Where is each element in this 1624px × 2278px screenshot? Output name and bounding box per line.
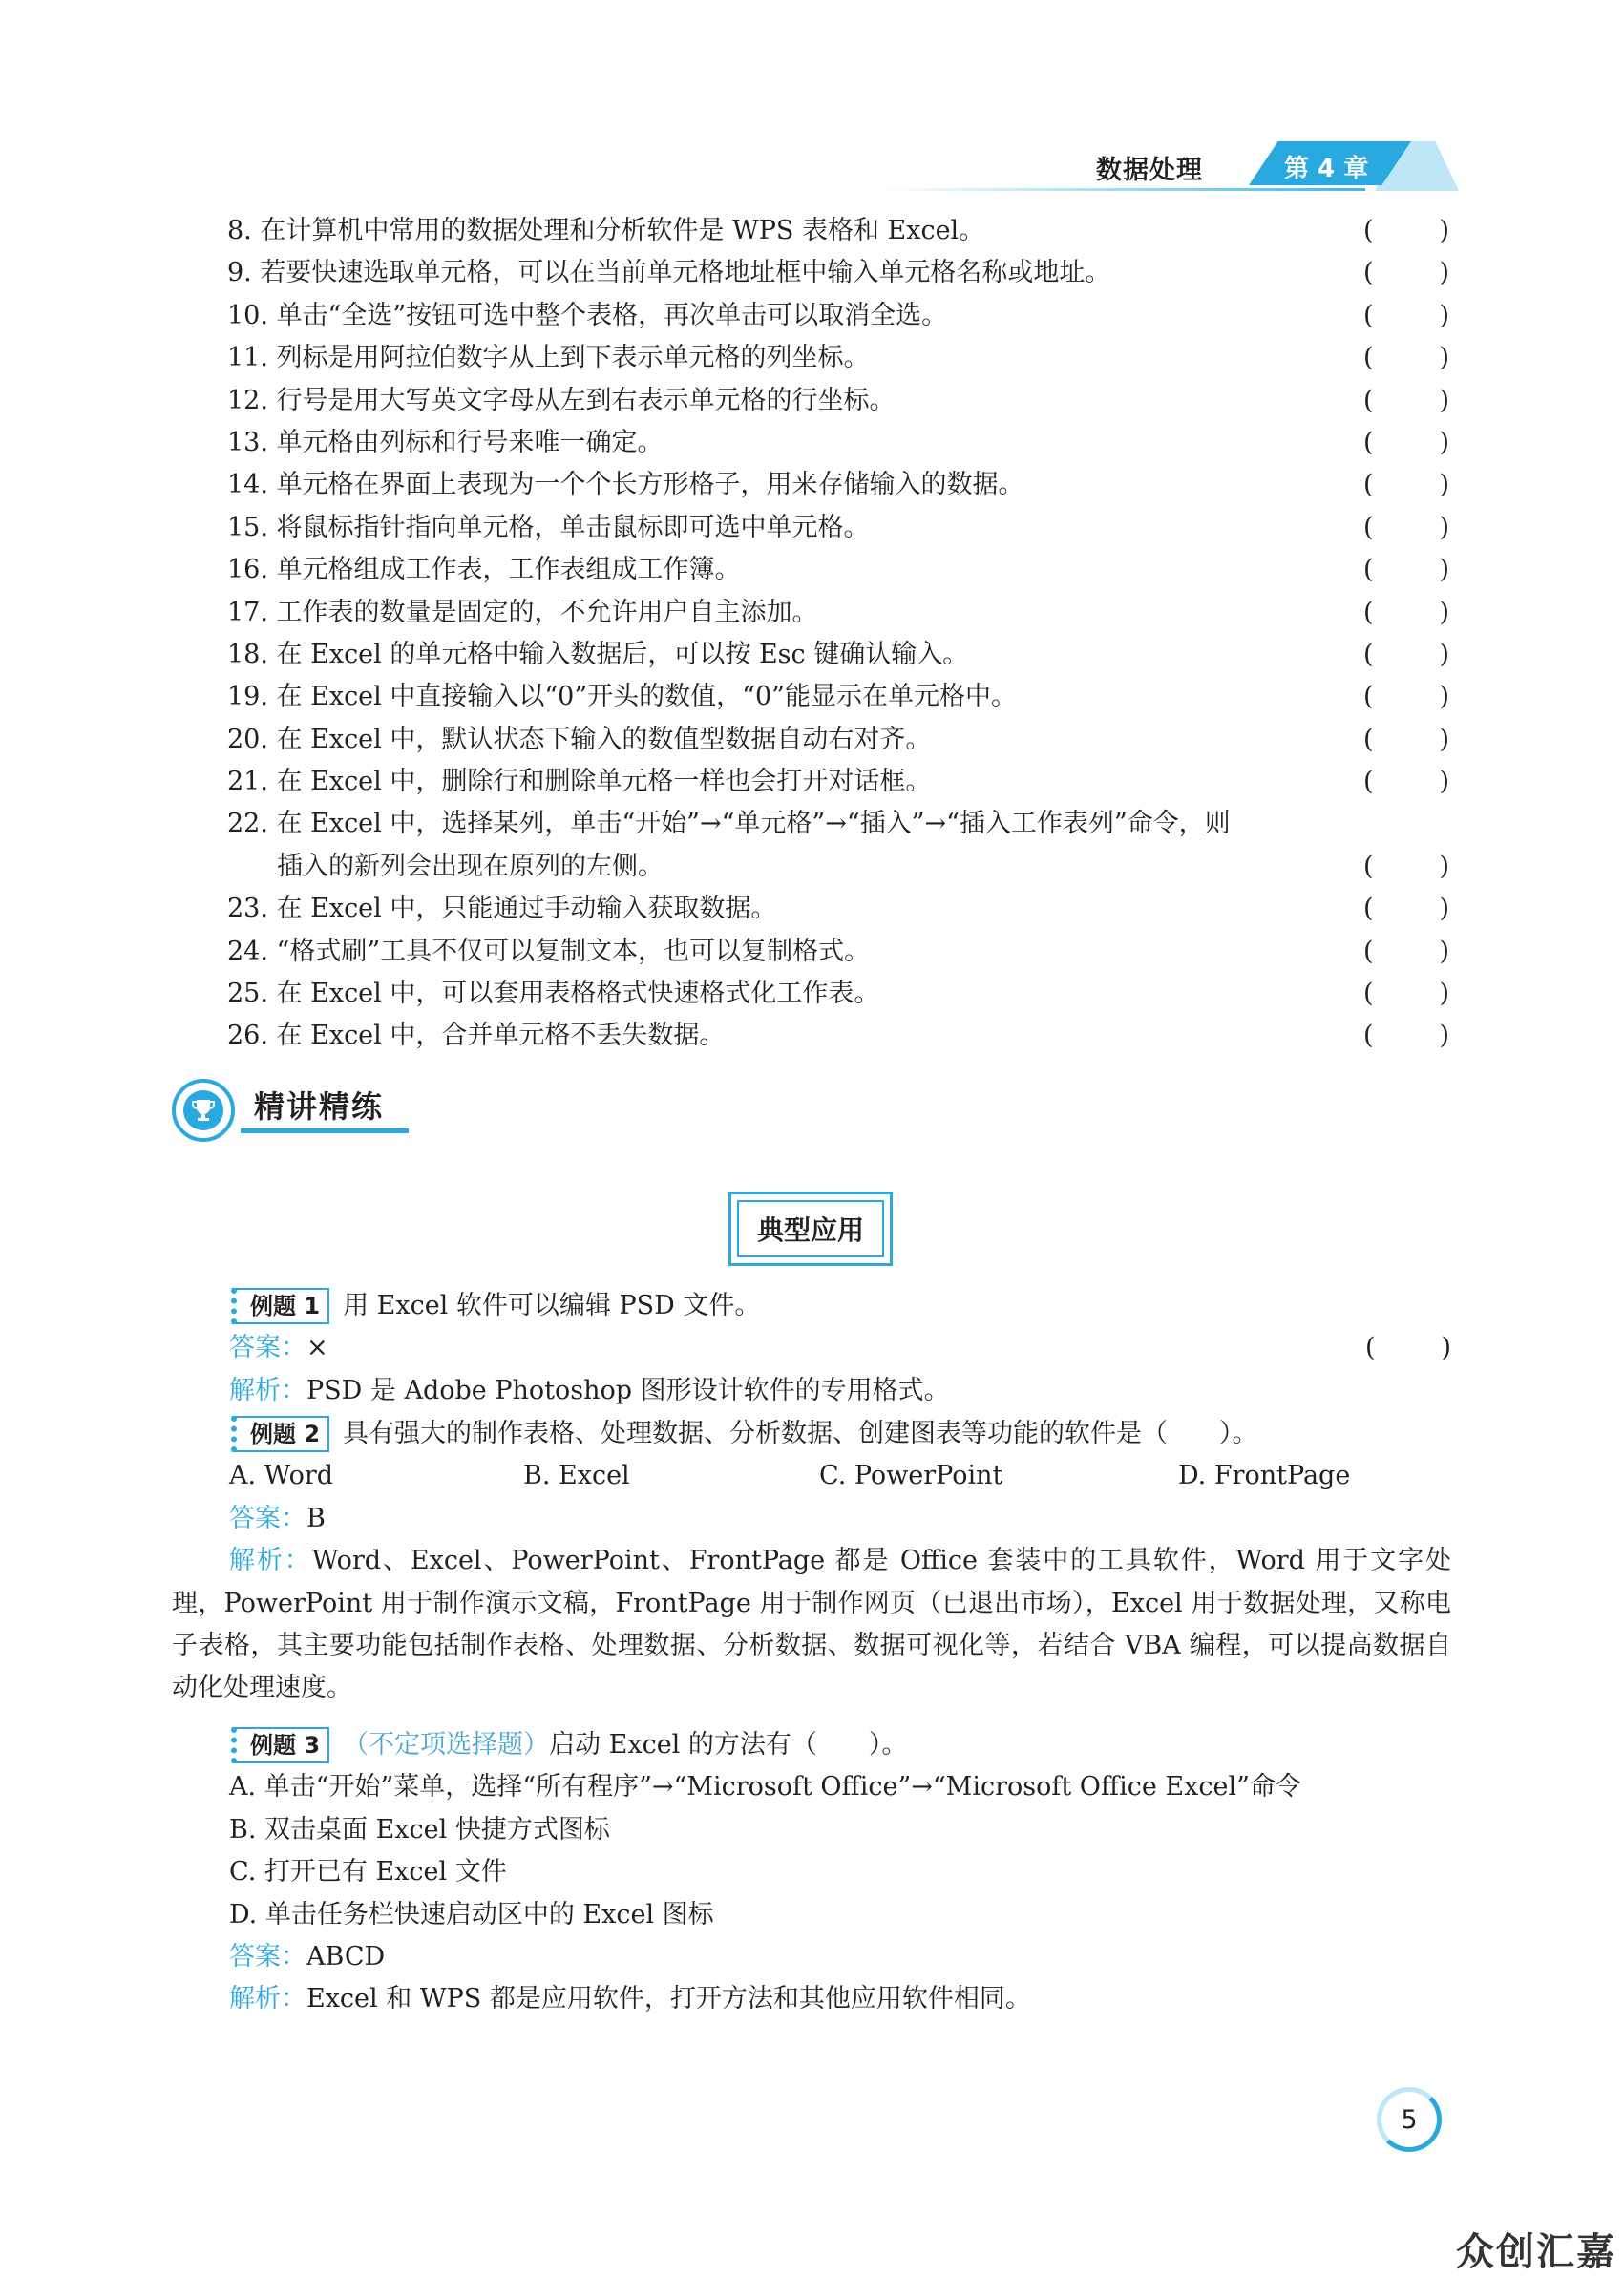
question-item xyxy=(227,549,1449,591)
trophy-icon xyxy=(189,1096,218,1125)
question-number: 25. xyxy=(227,979,268,1009)
question-list xyxy=(227,210,1449,1058)
question-item xyxy=(227,931,1449,973)
answer-blank: ( ) xyxy=(1363,979,1449,1009)
example-question: 用 Excel 软件可以编辑 PSD 文件。 xyxy=(343,1291,761,1320)
answer-blank: ( ) xyxy=(1363,767,1449,797)
subsection-title: 典型应用 xyxy=(737,1200,884,1257)
answer-blank: ( ) xyxy=(1363,597,1449,627)
question-text: 若要快速选取单元格，可以在当前单元格地址框中输入单元格名称或地址。 xyxy=(260,258,1111,288)
answer-blank: ( ) xyxy=(1363,300,1449,330)
option-c: C. PowerPoint xyxy=(819,1461,1003,1491)
trophy-badge xyxy=(172,1079,235,1142)
option-a: A. Word xyxy=(229,1461,334,1491)
example-tag: 例题 2 xyxy=(231,1416,329,1452)
question-number: 21. xyxy=(227,767,268,797)
example-tag: 例题 1 xyxy=(231,1288,329,1324)
question-text: 在计算机中常用的数据处理和分析软件是 WPS 表格和 Excel。 xyxy=(260,216,985,245)
answer-label: 答案： xyxy=(229,1333,306,1363)
question-text: 单元格由列标和行号来唯一确定。 xyxy=(276,427,664,457)
question-text: 工作表的数量是固定的，不允许用户自主添加。 xyxy=(276,597,818,627)
answer-blank: ( ) xyxy=(1363,343,1449,373)
question-text: 在 Excel 中，可以套用表格格式快速格式化工作表。 xyxy=(276,979,880,1009)
analysis-label: 解析： xyxy=(229,1984,306,2014)
analysis-text: Excel 和 WPS 都是应用软件，打开方法和其他应用软件相同。 xyxy=(306,1984,1031,2014)
question-number: 22. xyxy=(227,809,268,839)
question-number: 19. xyxy=(227,682,268,712)
question-item xyxy=(227,803,1449,888)
question-text: 行号是用大写英文字母从左到右表示单元格的行坐标。 xyxy=(276,385,896,415)
example-2 xyxy=(172,1413,1451,1710)
example-note: （不定项选择题） xyxy=(343,1730,550,1760)
option-row xyxy=(172,1455,1451,1497)
page-header xyxy=(878,141,1480,199)
question-number: 11. xyxy=(227,343,268,373)
question-text: 在 Excel 中，合并单元格不丢失数据。 xyxy=(276,1021,726,1051)
question-text-continued: 插入的新列会出现在原列的左侧。 xyxy=(277,851,664,881)
answer-blank: ( ) xyxy=(1363,385,1449,415)
answer-blank: ( ) xyxy=(1363,512,1449,542)
question-text: 单元格组成工作表，工作表组成工作簿。 xyxy=(276,555,741,585)
header-section-title: 数据处理 xyxy=(1096,156,1203,185)
answer-value: B xyxy=(306,1503,326,1533)
question-item xyxy=(227,252,1449,294)
question-item xyxy=(227,592,1449,634)
question-item xyxy=(227,337,1449,379)
option-b: B. 双击桌面 Excel 快捷方式图标 xyxy=(229,1814,610,1845)
question-number: 15. xyxy=(227,512,268,542)
question-item xyxy=(227,973,1449,1015)
answer-value: ABCD xyxy=(306,1942,386,1972)
answer-blank: ( ) xyxy=(1363,894,1449,924)
answer-blank: ( ) xyxy=(1363,555,1449,585)
question-text: 在 Excel 中直接输入以“0”开头的数值，“0”能显示在单元格中。 xyxy=(276,682,1017,712)
answer-blank: ( ) xyxy=(1363,258,1449,288)
watermark: 众创汇嘉 xyxy=(1456,2230,1616,2274)
question-text: 在 Excel 的单元格中输入数据后，可以按 Esc 键确认输入。 xyxy=(276,639,969,669)
question-text: 在 Excel 中，删除行和删除单元格一样也会打开对话框。 xyxy=(276,767,932,797)
question-item xyxy=(227,888,1449,930)
example-question: 具有强大的制作表格、处理数据、分析数据、创建图表等功能的软件是（ ）。 xyxy=(343,1419,1258,1448)
answer-blank: ( ) xyxy=(1363,427,1449,457)
question-number: 16. xyxy=(227,555,268,585)
answer-label: 答案： xyxy=(229,1503,306,1533)
option-c: C. 打开已有 Excel 文件 xyxy=(229,1857,507,1888)
answer-blank: ( ) xyxy=(1363,724,1449,754)
answer-label: 答案： xyxy=(229,1942,306,1972)
question-number: 13. xyxy=(227,427,268,457)
answer-blank: ( ) xyxy=(1365,1333,1451,1363)
question-item xyxy=(227,380,1449,422)
question-number: 26. xyxy=(227,1021,268,1051)
analysis-label: 解析： xyxy=(229,1546,312,1576)
example-3 xyxy=(172,1724,1451,2021)
option-d: D. 单击任务栏快速启动区中的 Excel 图标 xyxy=(229,1899,714,1930)
question-number: 14. xyxy=(227,470,268,500)
answer-blank: ( ) xyxy=(1363,1021,1449,1051)
option-a: A. 单击“开始”菜单，选择“所有程序”→“Microsoft Office”→“Microsoft Office Excel”命令 xyxy=(229,1772,1301,1803)
answer-blank: ( ) xyxy=(1363,215,1449,245)
header-chapter-label: 第 4 章 xyxy=(1284,155,1369,183)
question-item xyxy=(227,464,1449,506)
section-title: 精讲精练 xyxy=(254,1088,385,1125)
question-number: 20. xyxy=(227,724,268,754)
question-number: 9. xyxy=(227,258,252,288)
question-item xyxy=(227,422,1449,464)
question-text: 在 Excel 中，只能通过手动输入获取数据。 xyxy=(276,894,777,924)
answer-blank: ( ) xyxy=(1363,936,1449,966)
answer-blank: ( ) xyxy=(1363,639,1449,669)
question-item xyxy=(227,676,1449,718)
header-rule xyxy=(878,188,1365,191)
question-item xyxy=(227,634,1449,676)
question-text: 单元格在界面上表现为一个个长方形格子，用来存储输入的数据。 xyxy=(276,470,1024,500)
answer-blank: ( ) xyxy=(1363,851,1449,881)
question-item xyxy=(227,507,1449,549)
subsection-box xyxy=(728,1192,893,1266)
question-number: 23. xyxy=(227,894,268,924)
analysis-label: 解析： xyxy=(229,1375,306,1405)
answer-blank: ( ) xyxy=(1363,470,1449,500)
question-text: “格式刷”工具不仅可以复制文本，也可以复制格式。 xyxy=(276,936,871,966)
analysis-text: Word、Excel、PowerPoint、FrontPage 都是 Office 套装中的工具软件，Word 用于文字处理，PowerPoint 用于制作演示文稿，FrontPage 用于制作网页（已退出市场），Excel 用于数据处理，又称电子表格，其主要功能包括制作表格、处理数据、分析数据、数据可视化等，若结合 VBA 编程，可以提高数据自动化处理速度。 xyxy=(172,1546,1452,1703)
analysis-text: PSD 是 Adobe Photoshop 图形设计软件的专用格式。 xyxy=(306,1375,950,1405)
question-number: 8. xyxy=(227,216,252,245)
question-item xyxy=(227,1015,1449,1057)
question-number: 10. xyxy=(227,300,268,330)
question-text: 在 Excel 中，默认状态下输入的数值型数据自动右对齐。 xyxy=(276,724,932,754)
page-number-badge xyxy=(1377,2087,1444,2154)
question-number: 12. xyxy=(227,385,268,415)
option-d: D. FrontPage xyxy=(1178,1461,1351,1491)
answer-blank: ( ) xyxy=(1363,682,1449,712)
question-item xyxy=(227,761,1449,803)
question-text: 单击“全选”按钮可选中整个表格，再次单击可以取消全选。 xyxy=(276,300,948,330)
question-text: 列标是用阿拉伯数字从上到下表示单元格的列坐标。 xyxy=(276,343,870,373)
answer-value: × xyxy=(306,1333,328,1363)
question-number: 17. xyxy=(227,597,268,627)
question-number: 18. xyxy=(227,639,268,669)
example-question: 启动 Excel 的方法有（ ）。 xyxy=(549,1730,908,1760)
option-b: B. Excel xyxy=(523,1461,630,1491)
section-underline xyxy=(241,1128,409,1133)
question-item xyxy=(227,719,1449,761)
page-number: 5 xyxy=(1401,2104,1418,2135)
question-number: 24. xyxy=(227,936,268,966)
question-item xyxy=(227,210,1449,252)
question-text: 将鼠标指针指向单元格，单击鼠标即可选中单元格。 xyxy=(276,512,870,542)
section-heading xyxy=(172,1079,420,1155)
example-tag: 例题 3 xyxy=(231,1727,329,1763)
question-item xyxy=(227,295,1449,337)
question-text: 在 Excel 中，选择某列，单击“开始”→“单元格”→“插入”→“插入工作表列”命令，则 xyxy=(276,809,1231,839)
example-1 xyxy=(172,1285,1451,1412)
